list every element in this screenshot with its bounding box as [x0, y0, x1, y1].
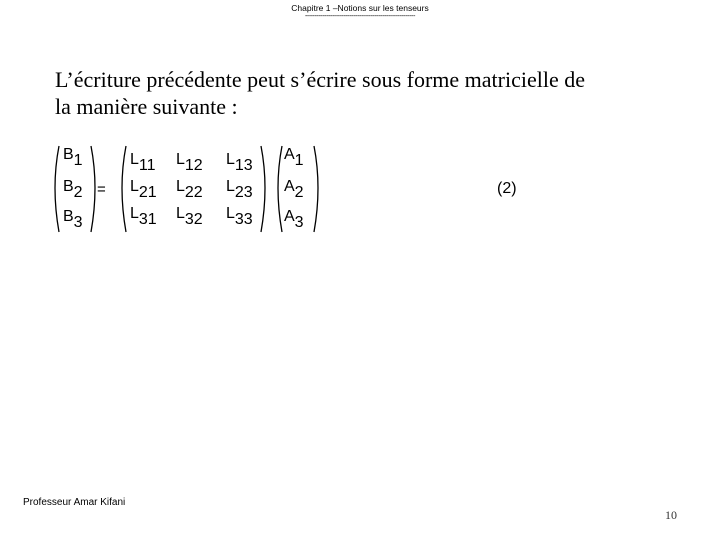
vector-a-entry-1: A1 [284, 146, 304, 169]
right-vector-close-paren [314, 146, 318, 232]
equals-sign: = [97, 181, 106, 198]
vector-a-entry-2: A2 [284, 178, 304, 201]
right-vector-open-paren [278, 146, 282, 232]
matrix-entry-33: L33 [226, 205, 253, 228]
matrix-entry-23: L23 [226, 178, 253, 201]
matrix-open-paren [122, 146, 126, 232]
body-line-2: la manière suivante : [55, 94, 238, 119]
slide-header [0, 3, 720, 20]
matrix-entry-22: L22 [176, 178, 203, 201]
matrix-entry-21: L21 [130, 178, 157, 201]
chapter-title: Chapitre 1 –Notions sur les tenseurs [291, 3, 429, 13]
page-number: 10 [665, 508, 677, 522]
header-rule: --------------------------------------------------------- [304, 13, 416, 20]
body-paragraph [55, 66, 675, 120]
author-footer: Professeur Amar Kifani [23, 497, 126, 508]
matrix-entry-13: L13 [226, 151, 253, 174]
left-vector-open-paren [55, 146, 59, 232]
equation-number: (2) [497, 180, 517, 197]
vector-b-entry-3: B3 [63, 208, 83, 231]
matrix-entry-31: L31 [130, 205, 157, 228]
body-line-1: L’écriture précédente peut s’écrire sous forme matricielle de [55, 67, 585, 92]
vector-a-entry-3: A3 [284, 208, 304, 231]
matrix-entry-32: L32 [176, 205, 203, 228]
matrix-equation [50, 140, 540, 240]
matrix-close-paren [261, 146, 265, 232]
left-vector-close-paren [91, 146, 95, 232]
matrix-entry-11: L11 [130, 151, 156, 174]
vector-b-entry-1: B1 [63, 146, 83, 169]
vector-b-entry-2: B2 [63, 178, 83, 201]
matrix-entry-12: L12 [176, 151, 203, 174]
